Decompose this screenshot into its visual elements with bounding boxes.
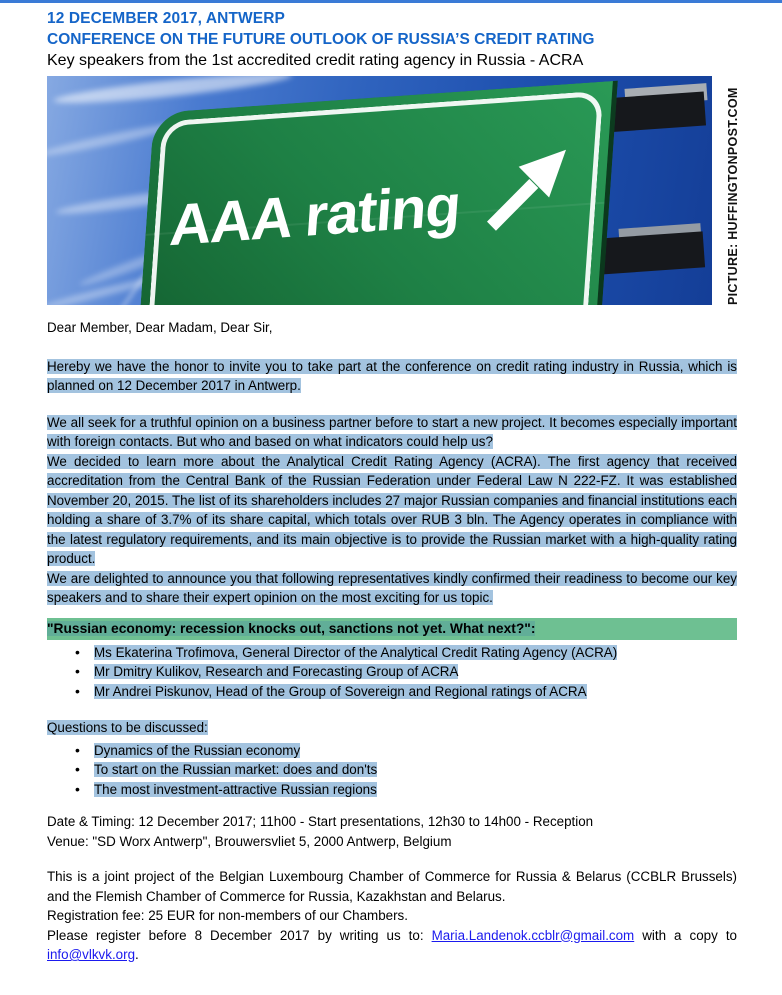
register-before-text: Please register before 8 December 2017 by writing us to:: [47, 927, 424, 943]
email-link-cc[interactable]: info@vlkvk.org: [47, 947, 136, 962]
speaker-item: • Mr Andrei Piskunov, Head of the Group of Sovereign and Regional ratings of ACRA: [47, 682, 737, 702]
opinion-paragraph: We all seek for a truthful opinion on a business partner before to start a new project. It becomes especially important with foreign contacts. But who and based on what indicators could help us?: [47, 414, 737, 449]
speakers-list: [47, 640, 737, 702]
register-end-text: .: [135, 947, 139, 962]
conference-subtitle: Key speakers from the 1st accredited credit rating agency in Russia - ACRA: [47, 52, 584, 69]
salutation: Dear Member, Dear Madam, Dear Sir,: [47, 320, 273, 335]
sign-face: [127, 81, 613, 305]
picture-credit: PICTURE: HUFFINGTONPOST.COM: [726, 87, 740, 305]
spacer: [47, 799, 737, 812]
spacer: [47, 338, 737, 357]
sign-label: AAA rating: [167, 172, 463, 259]
hero-photo: [47, 76, 712, 305]
register-middle-text: with a copy to: [642, 927, 737, 943]
cloud-streak: [53, 76, 293, 108]
email-link-primary[interactable]: Maria.Landenok.ccblr@gmail.com: [431, 927, 635, 943]
spacer: [47, 396, 737, 413]
registration-fee-line: Registration fee: 25 EUR for non-members of our Chambers.: [47, 908, 408, 923]
questions-list: [47, 738, 737, 800]
spacer: [47, 851, 737, 867]
speaker-item: • Mr Dmitry Kulikov, Research and Forecasting Group of ACRA: [47, 662, 737, 682]
venue-line: Venue: "SD Worx Antwerp", Brouwersvliet 5, 2000 Antwerp, Belgium: [47, 833, 452, 849]
spacer: [47, 608, 737, 618]
document-header: [47, 8, 747, 72]
top-rule: [0, 0, 782, 3]
letter-body: [47, 318, 737, 965]
question-item: • Dynamics of the Russian economy: [47, 741, 737, 761]
invite-paragraph: Hereby we have the honor to invite you to take part at the conference on credit rating industry in Russia, which is planned on 12 December 2017 in Antwerp.: [47, 358, 737, 393]
speakers-intro-paragraph: We are delighted to announce you that following representatives kindly confirmed their readiness to become our key speakers and to share their expert opinion on the most exciting for us topic.: [47, 570, 737, 605]
date-timing-line: Date & Timing: 12 December 2017; 11h00 - Start presentations, 12h30 to 14h00 - Reception: [47, 814, 594, 829]
spacer: [47, 701, 737, 718]
question-item: • To start on the Russian market: does and don'ts: [47, 760, 737, 780]
arrow-up-right-icon: [479, 148, 567, 241]
topic-heading: "Russian economy: recession knocks out, sanctions not yet. What next?":: [47, 618, 737, 640]
speaker-item: • Ms Ekaterina Trofimova, General Director of the Analytical Credit Rating Agency (ACRA): [47, 643, 737, 663]
acra-paragraph: We decided to learn more about the Analytical Credit Rating Agency (ACRA). The first agency that received accreditation from the Central Bank of the Russian Federation under Federal Law N 222-FZ. It was established November 20, 2015. The list of its shareholders includes 27 major Russian companies and financial institutions each holding a share of 3.7% of its share capital, which totals over RUB 3 bln. The Agency operates in compliance with the latest regulatory requirements, and its main objective is to provide the Russian market with a high-quality rating product.: [47, 453, 737, 566]
questions-label: Questions to be discussed:: [47, 720, 208, 735]
conference-title: CONFERENCE ON THE FUTURE OUTLOOK OF RUSSIA’S CREDIT RATING: [47, 31, 595, 48]
registration-instructions: [47, 926, 737, 965]
question-item: • The most investment-attractive Russian regions: [47, 780, 737, 800]
joint-project-paragraph: This is a joint project of the Belgian Luxembourg Chamber of Commerce for Russia & Belarus (CCBLR Brussels) and the Flemish Chamber of Commerce for Russia, Kazakhstan and Belarus.: [47, 869, 737, 904]
road-sign: [127, 81, 618, 305]
event-date-line: 12 DECEMBER 2017, ANTWERP: [47, 10, 285, 27]
